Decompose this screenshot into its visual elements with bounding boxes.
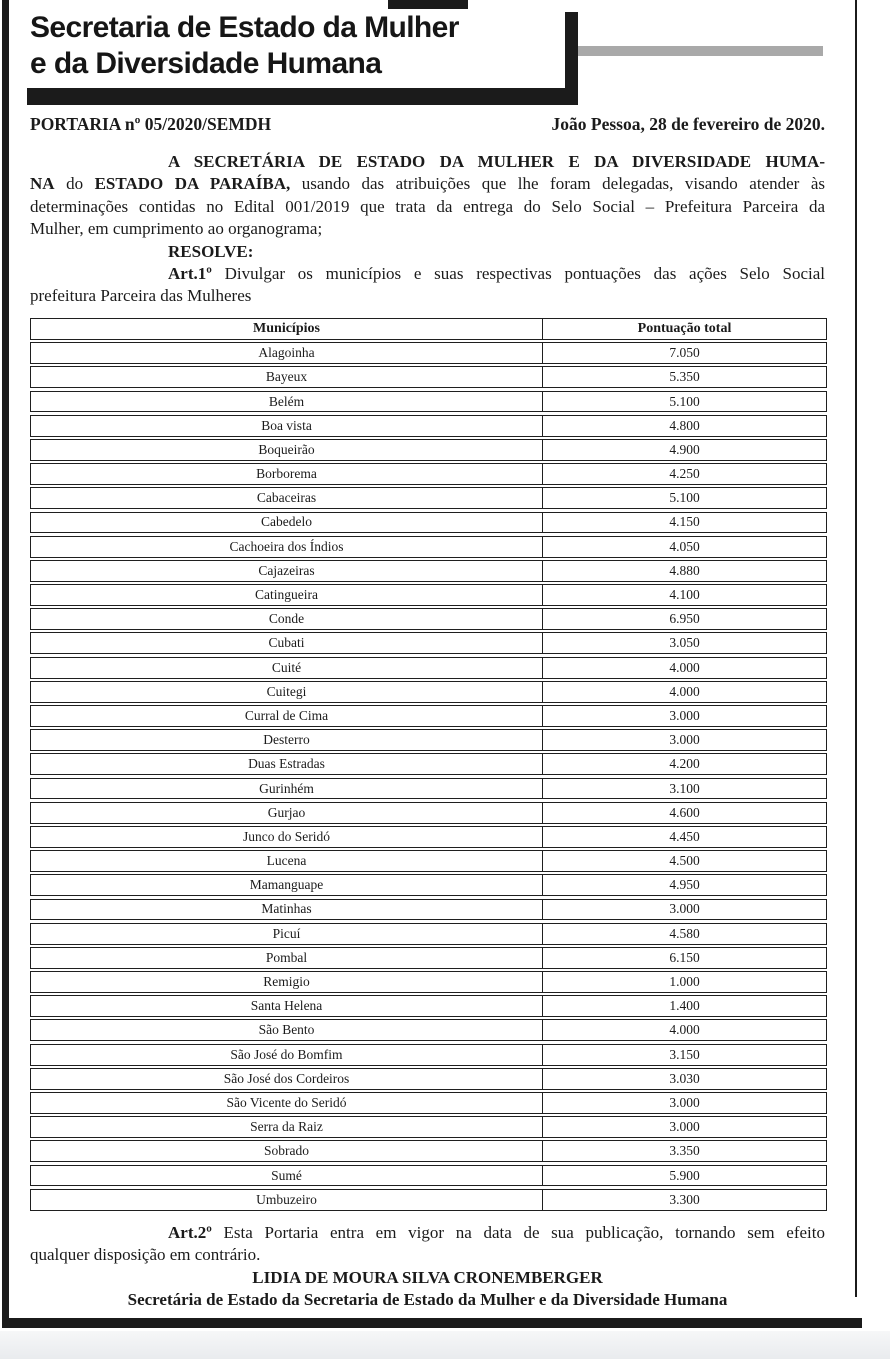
table-cell-municipio: Gurjao — [31, 803, 543, 823]
table-row — [30, 608, 827, 630]
article-2-line — [30, 1222, 825, 1244]
table-cell-pontuacao: 3.000 — [669, 1094, 700, 1110]
table-cell-pontuacao: 4.250 — [669, 466, 700, 482]
portaria-number: PORTARIA nº 05/2020/SEMDH — [30, 114, 272, 134]
text-segment: A SECRETÁRIA DE ESTADO DA MULHER E DA DIVERSIDADE HUMA- — [168, 152, 825, 171]
table-cell-municipio: Alagoinha — [31, 343, 543, 363]
text-segment: do — [54, 174, 95, 194]
table-cell-municipio: Catingueira — [31, 585, 543, 605]
text-segment: RESOLVE: — [168, 241, 254, 261]
table-cell-pontuacao: 5.100 — [669, 393, 700, 409]
table-row — [30, 850, 827, 872]
paragraph-line — [30, 196, 825, 218]
masthead-title-line2: e da Diversidade Humana — [30, 47, 382, 80]
resolve-line — [30, 241, 825, 263]
masthead-gray-accent-bar — [578, 46, 823, 56]
table-cell-municipio: Boqueirão — [31, 440, 543, 460]
table-cell-municipio: Conde — [31, 609, 543, 629]
table-cell-municipio: Bayeux — [31, 367, 543, 387]
paragraph-line — [30, 218, 825, 240]
table-cell-municipio: Desterro — [31, 730, 543, 750]
text-segment: ESTADO DA PARAÍBA, — [94, 174, 291, 194]
table-row — [30, 899, 827, 921]
table-cell-pontuacao: 4.900 — [669, 441, 700, 457]
table-cell-municipio: Gurinhém — [31, 779, 543, 799]
table-cell-municipio: Junco do Seridó — [31, 827, 543, 847]
table-cell-pontuacao: 5.900 — [669, 1167, 700, 1183]
masthead-underline-bar — [27, 88, 578, 105]
closing-text — [30, 1222, 825, 1312]
table-cell-pontuacao: 3.000 — [669, 1119, 700, 1135]
text-segment: NA — [30, 174, 55, 194]
signature-title: Secretária de Estado da Secretaria de Estado da Mulher e da Diversidade Humana — [127, 1290, 728, 1310]
text-segment: qualquer disposição em contrário. — [30, 1245, 261, 1265]
table-row — [30, 439, 827, 461]
table-cell-pontuacao: 5.100 — [669, 490, 700, 506]
bottom-margin-rule — [2, 1318, 862, 1328]
table-row — [30, 632, 827, 654]
text-segment: Divulgar os municípios e suas respectivas pontuações das ações Selo Social — [211, 264, 825, 284]
table-cell-municipio: Mamanguape — [31, 875, 543, 895]
table-header-pontuacao: Pontuação total — [637, 320, 732, 336]
table-cell-municipio: Cabaceiras — [31, 488, 543, 508]
results-table — [30, 318, 827, 1213]
table-cell-pontuacao: 4.450 — [669, 828, 700, 844]
table-row — [30, 778, 827, 800]
table-cell-pontuacao: 4.200 — [669, 756, 700, 772]
masthead-title-line1: Secretaria de Estado da Mulher — [30, 11, 459, 44]
table-cell-municipio: São José do Bomfim — [31, 1045, 543, 1065]
table-cell-pontuacao: 3.300 — [669, 1191, 700, 1207]
table-cell-municipio: Cuitegi — [31, 682, 543, 702]
text-segment: Art.1º — [168, 264, 212, 284]
table-cell-municipio: Cajazeiras — [31, 561, 543, 581]
table-cell-municipio: Belém — [31, 392, 543, 412]
table-row — [30, 1165, 827, 1187]
table-cell-pontuacao: 3.350 — [669, 1143, 700, 1159]
table-cell-municipio: Serra da Raiz — [31, 1117, 543, 1137]
table-cell-pontuacao: 6.150 — [669, 949, 700, 965]
page-edge-strip — [0, 1331, 890, 1359]
top-page-ornament — [388, 0, 468, 9]
table-cell-pontuacao: 1.400 — [669, 998, 700, 1014]
table-cell-municipio: Sumé — [31, 1166, 543, 1186]
text-segment: Esta Portaria entra em vigor na data de sua publicação, tornando sem efeito — [211, 1223, 825, 1242]
table-cell-pontuacao: 3.100 — [669, 780, 700, 796]
table-body — [30, 342, 827, 1210]
table-row — [30, 536, 827, 558]
table-cell-municipio: Cuité — [31, 658, 543, 678]
table-cell-municipio: Boa vista — [31, 416, 543, 436]
table-row — [30, 923, 827, 945]
table-cell-municipio: São José dos Cordeiros — [31, 1069, 543, 1089]
table-header-municipios: Municípios — [31, 319, 543, 339]
table-cell-pontuacao: 4.000 — [669, 1022, 700, 1038]
article-2-line — [30, 1244, 825, 1266]
table-row — [30, 512, 827, 534]
table-cell-municipio: Picuí — [31, 924, 543, 944]
table-cell-pontuacao: 7.050 — [669, 345, 700, 361]
preamble-text — [30, 151, 825, 308]
table-cell-pontuacao: 5.350 — [669, 369, 700, 385]
table-cell-municipio: Pombal — [31, 948, 543, 968]
table-cell-municipio: Remigio — [31, 972, 543, 992]
table-row — [30, 1116, 827, 1138]
article-1-line — [30, 263, 825, 285]
text-segment: usando das atribuições que lhe foram delegadas, visando atender às — [290, 174, 825, 194]
table-row — [30, 681, 827, 703]
table-cell-pontuacao: 3.000 — [669, 901, 700, 917]
text-segment: determinações contidas no Edital 001/2019 que trata da entrega do Selo Social – Prefeitura Parceira da — [30, 196, 825, 216]
table-row — [30, 487, 827, 509]
table-row — [30, 1140, 827, 1162]
table-cell-pontuacao: 3.050 — [669, 635, 700, 651]
table-cell-municipio: São Bento — [31, 1020, 543, 1040]
table-cell-municipio: Santa Helena — [31, 996, 543, 1016]
table-row — [30, 1092, 827, 1114]
table-cell-pontuacao: 6.950 — [669, 611, 700, 627]
table-row — [30, 874, 827, 896]
table-row — [30, 753, 827, 775]
table-row — [30, 415, 827, 437]
table-row — [30, 826, 827, 848]
table-row — [30, 947, 827, 969]
left-margin-rule — [2, 0, 9, 1328]
table-row — [30, 1189, 827, 1211]
table-cell-pontuacao: 4.600 — [669, 804, 700, 820]
table-row — [30, 1068, 827, 1090]
table-cell-pontuacao: 4.880 — [669, 562, 700, 578]
table-cell-pontuacao: 4.800 — [669, 417, 700, 433]
table-row — [30, 705, 827, 727]
table-cell-pontuacao: 4.950 — [669, 877, 700, 893]
paragraph-line — [30, 173, 825, 195]
table-cell-pontuacao: 4.000 — [669, 659, 700, 675]
table-cell-municipio: Cachoeira dos Índios — [31, 537, 543, 557]
table-cell-municipio: Curral de Cima — [31, 706, 543, 726]
table-cell-pontuacao: 3.150 — [669, 1046, 700, 1062]
right-margin-rule — [855, 0, 857, 1297]
table-row — [30, 342, 827, 364]
table-row — [30, 1019, 827, 1041]
table-cell-municipio: São Vicente do Seridó — [31, 1093, 543, 1113]
table-row — [30, 729, 827, 751]
text-segment: prefeitura Parceira das Mulheres — [30, 286, 252, 306]
table-cell-pontuacao: 4.100 — [669, 587, 700, 602]
table-cell-pontuacao: 3.000 — [669, 732, 700, 748]
table-cell-municipio: Borborema — [31, 464, 543, 484]
paragraph-line — [30, 151, 825, 173]
text-segment: Art.2º — [168, 1223, 212, 1242]
section-masthead-title — [30, 10, 570, 82]
table-cell-pontuacao: 3.030 — [669, 1070, 700, 1086]
table-cell-municipio: Sobrado — [31, 1141, 543, 1161]
table-cell-pontuacao: 3.000 — [669, 707, 700, 723]
table-cell-municipio: Cubati — [31, 633, 543, 653]
table-cell-pontuacao: 4.580 — [669, 925, 700, 941]
table-row — [30, 802, 827, 824]
table-cell-municipio: Cabedelo — [31, 513, 543, 533]
table-cell-pontuacao: 4.000 — [669, 683, 700, 699]
table-row — [30, 995, 827, 1017]
table-cell-municipio: Umbuzeiro — [31, 1190, 543, 1210]
table-cell-municipio: Matinhas — [31, 900, 543, 920]
table-cell-pontuacao: 4.050 — [669, 538, 700, 554]
table-row — [30, 463, 827, 485]
table-header-row — [30, 318, 827, 340]
table-cell-pontuacao: 1.000 — [669, 974, 700, 989]
table-row — [30, 560, 827, 582]
table-cell-municipio: Lucena — [31, 851, 543, 871]
dateline: João Pessoa, 28 de fevereiro de 2020. — [551, 114, 825, 134]
document-header-row — [30, 114, 825, 135]
text-segment: Mulher, em cumprimento ao organograma; — [30, 219, 323, 239]
table-row — [30, 971, 827, 993]
table-row — [30, 366, 827, 388]
signature-name: LIDIA DE MOURA SILVA CRONEMBERGER — [252, 1267, 603, 1287]
article-1-line — [30, 285, 825, 307]
table-row — [30, 584, 827, 606]
table-row — [30, 391, 827, 413]
table-row — [30, 1044, 827, 1066]
table-cell-municipio: Duas Estradas — [31, 754, 543, 774]
table-row — [30, 657, 827, 679]
table-cell-pontuacao: 4.150 — [669, 514, 700, 530]
table-cell-pontuacao: 4.500 — [669, 853, 700, 869]
